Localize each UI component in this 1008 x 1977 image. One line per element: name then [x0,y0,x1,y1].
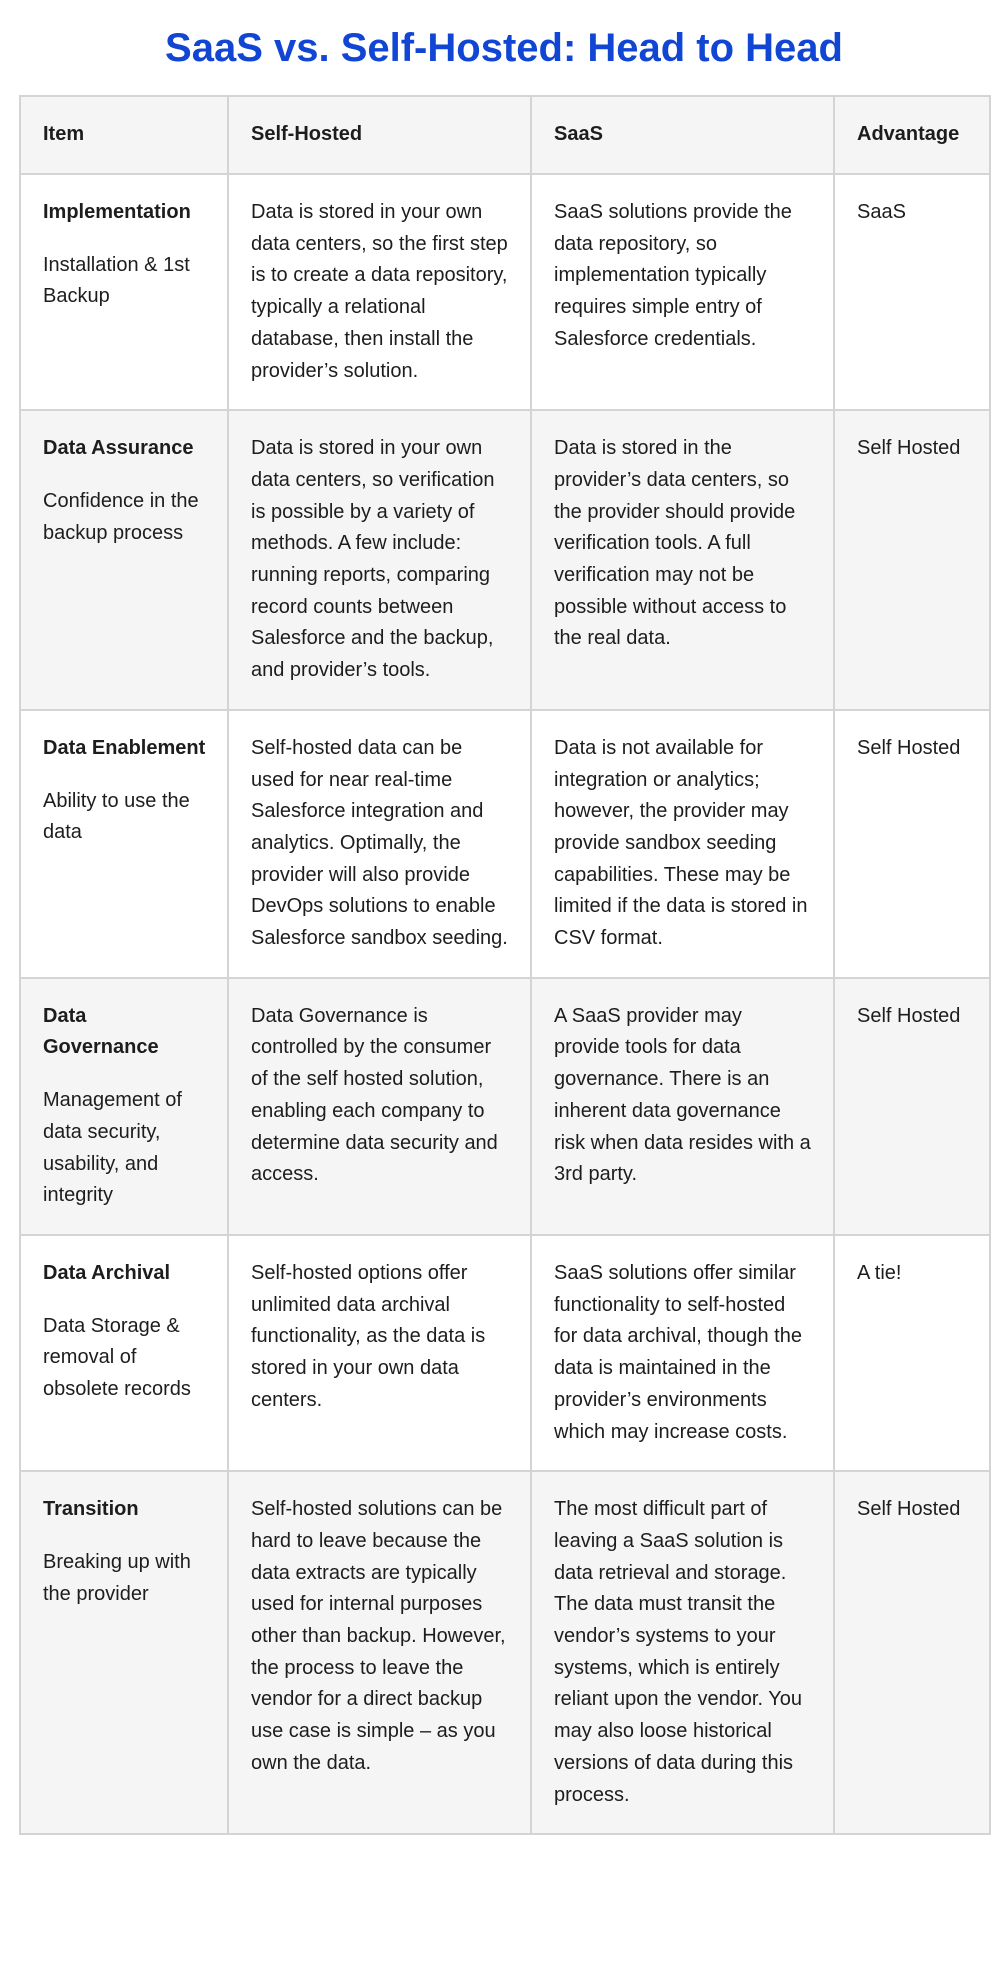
advantage-cell [834,710,990,978]
saas-cell [531,1471,834,1834]
self-hosted-text: Self-hosted options offer unlimited data archival functionality, as the data is stored in your own data centers. [251,1261,486,1411]
item-description: Breaking up with the provider [43,1550,191,1605]
item-cell [20,978,228,1235]
advantage-cell [834,410,990,710]
item-cell [20,1235,228,1471]
table-body [20,174,990,1834]
advantage-text: A tie! [857,1261,902,1284]
table-row [20,410,990,710]
item-name: Data Enablement [43,736,206,759]
advantage-cell [834,978,990,1235]
advantage-text: Self Hosted [857,736,961,759]
item-cell [20,710,228,978]
item-description: Management of data security, usability, and integrity [43,1089,182,1207]
self-hosted-text: Data is stored in your own data centers, so verification is possible by a variety of methods. A few include: running reports, comparing record counts between Salesforce and the backup, and provider’s tools. [251,437,495,682]
column-header-self-hosted: Self-Hosted [228,96,531,174]
self-hosted-text: Data Governance is controlled by the consumer of the self hosted solution, enabling each company to determine data security and access. [251,1004,498,1186]
column-header-item: Item [20,96,228,174]
saas-text: Data is stored in the provider’s data centers, so the provider should provide verification tools. A full verification may not be possible without access to the real data. [554,437,796,650]
saas-text: SaaS solutions provide the data repository, so implementation typically requires simple entry of Salesforce credentials. [554,201,792,350]
item-description: Data Storage & removal of obsolete records [43,1314,191,1401]
advantage-cell [834,1471,990,1834]
item-name: Implementation [43,201,191,223]
self-hosted-cell [228,410,531,710]
table-row [20,1471,990,1834]
advantage-text: Self Hosted [857,1498,961,1521]
saas-cell [531,1235,834,1471]
self-hosted-text: Data is stored in your own data centers, so the first step is to create a data repository, typically a relational database, then install the provider’s solution. [251,201,508,382]
item-name: Data Governance [43,1004,159,1059]
page-title: SaaS vs. Self-Hosted: Head to Head [165,26,843,70]
advantage-text: Self Hosted [857,1004,961,1027]
self-hosted-cell [228,978,531,1235]
table-row [20,978,990,1235]
saas-text: Data is not available for integration or analytics; however, the provider may provide sandbox seeding capabilities. These may be limited if the data is stored in CSV format. [554,736,808,950]
saas-cell [531,410,834,710]
saas-text: A SaaS provider may provide tools for data governance. There is an inherent data governance risk when data resides with a 3rd party. [554,1004,811,1186]
self-hosted-cell [228,1235,531,1471]
table-row [20,174,990,410]
item-cell [20,1471,228,1834]
table-row [20,1235,990,1471]
item-cell [20,174,228,410]
advantage-text: Self Hosted [857,437,961,460]
saas-cell [531,978,834,1235]
self-hosted-cell [228,710,531,978]
saas-text: The most difficult part of leaving a SaaS solution is data retrieval and storage. The data must transit the vendor’s systems to your systems, which is entirely reliant upon the vendor. You may also loose historical versions of data during this process. [554,1498,802,1806]
saas-cell [531,174,834,410]
saas-text: SaaS solutions offer similar functionality to self-hosted for data archival, though the data is maintained in the provider’s environments which may increase costs. [554,1261,802,1443]
self-hosted-text: Self-hosted solutions can be hard to leave because the data extracts are typically used for internal purposes other than backup. However, the process to leave the vendor for a direct backup use case is simple – as you own the data. [251,1498,506,1774]
item-cell [20,410,228,710]
item-name: Data Archival [43,1261,171,1284]
item-description: Confidence in the backup process [43,489,199,544]
item-name: Data Assurance [43,437,194,460]
item-name: Transition [43,1498,139,1521]
self-hosted-text: Self-hosted data can be used for near real-time Salesforce integration and analytics. Optimally, the provider will also provide DevOps solutions to enable Salesforce sandbox seeding. [251,736,508,950]
self-hosted-cell [228,1471,531,1834]
advantage-cell [834,1235,990,1471]
column-header-saas: SaaS [531,96,834,174]
advantage-cell [834,174,990,410]
header-row [20,96,990,174]
item-description: Installation & 1st Backup [43,253,190,308]
table-row [20,710,990,978]
saas-cell [531,710,834,978]
advantage-text: SaaS [857,201,906,223]
column-header-advantage: Advantage [834,96,990,174]
item-description: Ability to use the data [43,789,190,844]
table-header [20,96,990,174]
comparison-table [19,95,991,1835]
self-hosted-cell [228,174,531,410]
